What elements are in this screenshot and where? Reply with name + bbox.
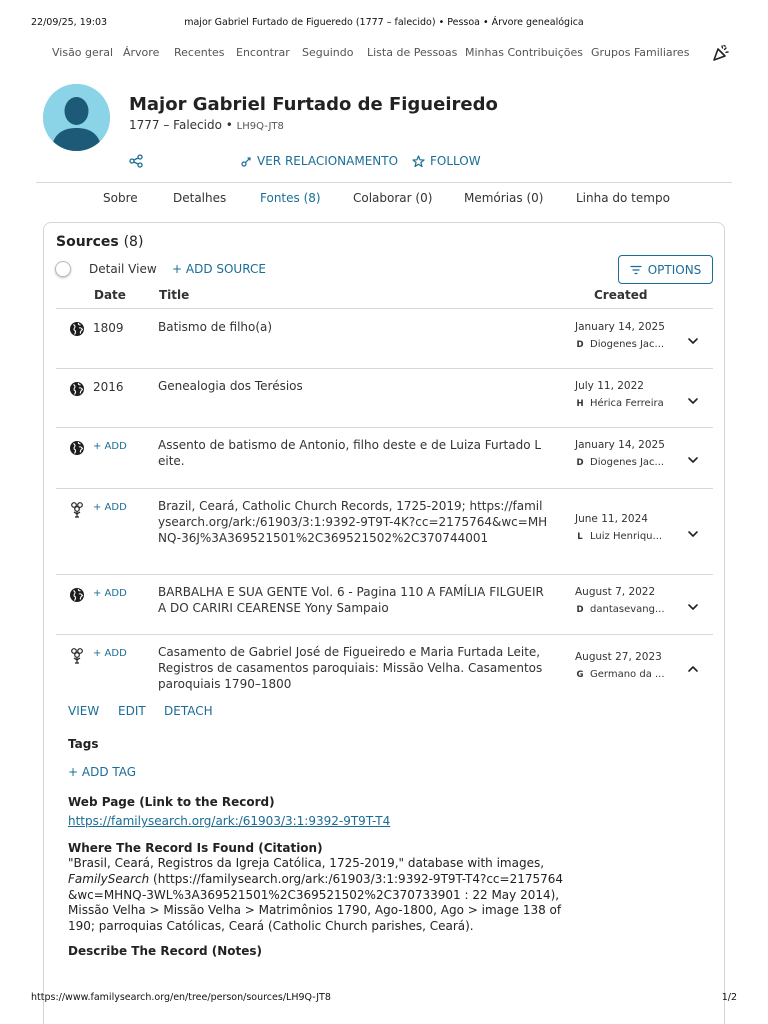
follow-label: FOLLOW <box>430 154 481 168</box>
contributor-initial: D <box>576 457 584 468</box>
nav-item-grupos-familiares[interactable]: Grupos Familiares <box>591 46 690 59</box>
meta-separator: • <box>225 118 233 132</box>
source-contributor[interactable] <box>575 398 675 409</box>
add-tag-button[interactable]: + ADD TAG <box>68 765 137 779</box>
sources-count: (8) <box>123 234 144 250</box>
print-page-number: 1/2 <box>721 992 737 1003</box>
avatar <box>43 84 110 151</box>
person-name: Major Gabriel Furtado de Figueiredo <box>129 94 498 115</box>
add-date-button[interactable]: + ADD <box>93 502 127 513</box>
person-silhouette-icon <box>43 84 110 151</box>
source-title[interactable]: Assento de batismo de Antonio, filho deste e de Luiza Furtado Leite. <box>158 438 542 468</box>
tab-colaborar[interactable]: Colaborar (0) <box>353 191 433 205</box>
notes-label: Describe The Record (Notes) <box>68 944 263 958</box>
contributor-initial: D <box>576 604 584 615</box>
source-created-date: June 11, 2024 <box>575 513 648 525</box>
source-contributor[interactable] <box>575 669 675 680</box>
print-footer <box>31 992 737 1006</box>
view-relationship-button[interactable] <box>240 154 398 168</box>
print-url: https://www.familysearch.org/en/tree/person/sources/LH9Q-JT8 <box>31 992 331 1003</box>
source-title[interactable]: Casamento de Gabriel José de Figueiredo e Maria Furtada Leite, Registros de casamentos paroquiais: Missão Velha. Casamentos paroquiais 1790–1800 <box>158 645 543 691</box>
contributor-initial: G <box>576 669 584 680</box>
column-header-created[interactable]: Created <box>594 288 648 302</box>
add-date-button[interactable]: + ADD <box>93 588 127 599</box>
person-tabs <box>0 191 768 207</box>
sources-heading: Sources <box>56 234 119 250</box>
person-lifespan: 1777 – Falecido <box>129 118 222 132</box>
source-created-date: January 14, 2025 <box>575 439 665 451</box>
source-contributor[interactable] <box>575 604 675 615</box>
source-row-expanded[interactable] <box>56 634 713 700</box>
citation-text-start: "Brasil, Ceará, Registros da Igreja Católica, 1725-2019," database with images, <box>68 856 545 870</box>
detail-view-label: Detail View <box>89 262 157 276</box>
source-title[interactable]: BARBALHA E SUA GENTE Vol. 6 - Pagina 110 A FAMÍLIA FILGUEIRA DO CARIRI CEARENSE Yony Sampaio <box>158 585 544 615</box>
globe-icon <box>69 321 85 337</box>
source-row[interactable] <box>56 427 713 488</box>
share-icon <box>129 154 143 168</box>
tags-label: Tags <box>68 737 99 751</box>
add-date-button[interactable]: + ADD <box>93 441 127 452</box>
follow-button[interactable] <box>412 154 481 168</box>
contributor-name: Germano da ... <box>590 669 665 680</box>
person-meta <box>129 118 284 132</box>
contributor-name: Hérica Ferreira <box>590 398 664 409</box>
source-title[interactable]: Brazil, Ceará, Catholic Church Records, 1725-2019; https://familysearch.org/ark:/61903/3:1:9392-9T9T-4K?cc=2175764&wc=MHNQ-36J%3A369521501%2C369521502%2C370744001 <box>158 499 548 545</box>
options-button[interactable] <box>618 255 713 284</box>
nav-item-visao-geral[interactable]: Visão geral <box>52 46 114 59</box>
source-row[interactable] <box>56 308 713 368</box>
citation-text-end: (https://familysearch.org/ark:/61903/3:1:9392-9T9T-T4?cc=2175764&wc=MHNQ-3WL%3A369521501%2C369521502%2C370733901 : 22 May 2014), Missão Velha > Missão Velha > Matrimônios 1790, Ago-1800, Ago > image 138 of 190; parroquias Católicas, Ceará (Catholic Church parishes, Ceará). <box>68 871 564 934</box>
source-contributor[interactable] <box>575 339 675 350</box>
add-source-button[interactable]: + ADD SOURCE <box>172 262 266 276</box>
contributor-name: Diogenes Jac... <box>590 457 665 468</box>
globe-icon <box>69 440 85 456</box>
source-created-date: July 11, 2022 <box>575 380 644 392</box>
view-button[interactable]: VIEW <box>68 704 100 718</box>
contributor-initial: D <box>576 339 584 350</box>
nav-item-arvore[interactable]: Árvore <box>123 46 160 59</box>
source-created-date: August 7, 2022 <box>575 586 656 598</box>
chevron-down-icon[interactable] <box>686 333 700 347</box>
filter-icon <box>630 265 642 275</box>
globe-icon <box>69 381 85 397</box>
tree-icon <box>69 647 85 663</box>
relationship-icon <box>240 155 252 167</box>
sources-table <box>56 308 713 700</box>
header-divider <box>36 182 732 183</box>
contributor-name: Diogenes Jac... <box>590 339 665 350</box>
tab-detalhes[interactable]: Detalhes <box>173 191 227 205</box>
edit-button[interactable]: EDIT <box>118 704 146 718</box>
contributor-initial: H <box>576 398 584 409</box>
contributor-name: dantasevang... <box>590 604 665 615</box>
source-contributor[interactable] <box>575 457 675 468</box>
nav-item-minhas-contribuicoes[interactable]: Minhas Contribuições <box>465 46 584 59</box>
column-header-title[interactable]: Title <box>159 288 190 302</box>
print-title: major Gabriel Furtado de Figueredo (1777 – falecido) • Pessoa • Árvore genealógica <box>184 17 584 28</box>
citation-text-italic: FamilySearch <box>68 871 150 886</box>
source-date: 2016 <box>93 380 124 394</box>
chevron-down-icon[interactable] <box>686 599 700 613</box>
chevron-down-icon[interactable] <box>686 526 700 540</box>
source-title[interactable]: Genealogia dos Terésios <box>158 379 303 393</box>
source-row[interactable] <box>56 368 713 427</box>
tab-memorias[interactable]: Memórias (0) <box>464 191 544 205</box>
citation-text <box>68 856 563 935</box>
column-header-date[interactable]: Date <box>94 288 126 302</box>
source-created-date: January 14, 2025 <box>575 321 665 333</box>
options-label: OPTIONS <box>647 262 702 277</box>
web-page-label: Web Page (Link to the Record) <box>68 795 275 809</box>
tab-linha-do-tempo[interactable]: Linha do tempo <box>576 191 670 205</box>
chevron-down-icon[interactable] <box>686 452 700 466</box>
source-date: 1809 <box>93 321 124 335</box>
add-date-button[interactable]: + ADD <box>93 648 127 659</box>
source-title[interactable]: Batismo de filho(a) <box>158 320 273 334</box>
source-created-date: August 27, 2023 <box>575 651 662 663</box>
star-icon <box>412 155 425 168</box>
top-nav <box>52 46 730 62</box>
tree-icon <box>69 501 85 517</box>
source-row[interactable] <box>56 488 713 574</box>
chevron-down-icon[interactable] <box>686 393 700 407</box>
share-button[interactable] <box>129 154 143 168</box>
nav-item-recentes[interactable]: Recentes <box>174 46 225 59</box>
contributor-name: Luiz Henriqu... <box>590 531 663 542</box>
nav-item-seguindo[interactable]: Seguindo <box>302 46 354 59</box>
web-page-link[interactable]: https://familysearch.org/ark:/61903/3:1:9392-9T9T-T4 <box>68 814 391 828</box>
source-contributor[interactable] <box>575 531 675 542</box>
chevron-up-icon[interactable] <box>686 661 700 675</box>
citation-label: Where The Record Is Found (Citation) <box>68 841 323 855</box>
view-relationship-label: VER RELACIONAMENTO <box>257 154 399 168</box>
globe-icon <box>69 587 85 603</box>
print-header <box>31 17 737 31</box>
detach-button[interactable]: DETACH <box>164 704 213 718</box>
sources-title <box>56 234 143 250</box>
nav-item-lista-de-pessoas[interactable]: Lista de Pessoas <box>367 46 458 59</box>
detail-view-toggle[interactable] <box>55 261 71 277</box>
print-datetime: 22/09/25, 19:03 <box>31 17 108 28</box>
tab-fontes[interactable]: Fontes (8) <box>260 191 321 205</box>
person-id: LH9Q-JT8 <box>236 121 284 132</box>
contributor-initial: L <box>577 531 583 542</box>
party-popper-icon[interactable] <box>712 44 730 62</box>
nav-item-encontrar[interactable]: Encontrar <box>236 46 290 59</box>
tab-sobre[interactable]: Sobre <box>103 191 138 205</box>
source-row[interactable] <box>56 574 713 634</box>
